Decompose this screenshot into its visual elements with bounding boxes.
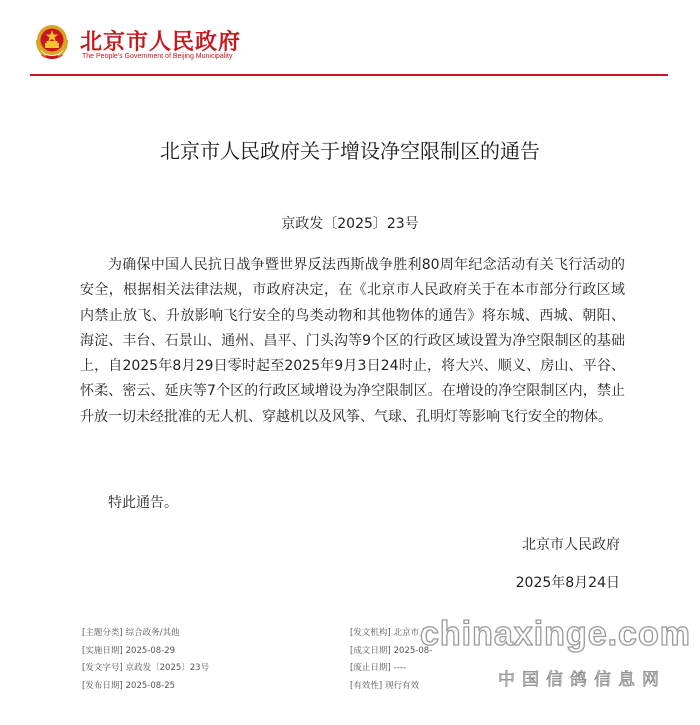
meta-key: [发文机构] (350, 628, 391, 638)
metadata-left-column (82, 625, 322, 695)
meta-topic-row (82, 625, 322, 643)
meta-value: 2025-08- (393, 645, 433, 656)
meta-issuer-row (350, 625, 650, 643)
meta-key: [发文字号] (82, 663, 123, 673)
notice-signer: 北京市人民政府 (522, 537, 620, 553)
meta-key: [发布日期] (82, 680, 123, 691)
meta-value: 北京市人 (393, 628, 428, 638)
meta-repeal-date-row (350, 660, 650, 678)
notice-title: 北京市人民政府关于增设净空限制区的通告 (160, 139, 540, 163)
meta-value: 2025-08-25 (125, 680, 176, 691)
meta-value: 综合政务/其他 (125, 628, 180, 638)
meta-doc-number-row (82, 660, 322, 678)
meta-validity-row (350, 678, 650, 696)
meta-key: [废止日期] (350, 663, 391, 673)
watermark-site-name: 中国信鸽信息网 (498, 670, 666, 690)
meta-publish-date-row (82, 678, 322, 696)
notice-body: 为确保中国人民抗日战争暨世界反法西斯战争胜利80周年纪念活动有关飞行活动的安全，根据相关法律法规，市政府决定，在《北京市人民政府关于在本市部分行政区域内禁止放飞、升放影响飞行安全的鸟类动物和其他物体的通告》将东城、西城、朝阳、海淀、丰台、石景山、通州、昌平、门头沟等9个区的行政区域设置为净空限制区的基础上，自2025年8月29日零时起至2025年9月3日24时止，将大兴、顺义、房山、平谷、怀柔、密云、延庆等7个区的行政区域增设为净空限制区。在增设的净空限制区内，禁止升放一切未经批准的无人机、穿越机以及风筝、气球、孔明灯等影响飞行安全的物体。 (80, 257, 625, 425)
site-subtitle: The People's Government of Beijing Municipality (82, 53, 233, 60)
meta-key: [有效性] (350, 680, 383, 691)
header-divider (30, 74, 668, 76)
meta-value: 现行有效 (385, 680, 420, 691)
meta-value: ---- (393, 663, 406, 673)
meta-key: [主题分类] (82, 628, 123, 638)
meta-written-date-row (350, 643, 650, 661)
notice-date: 2025年8月24日 (515, 575, 620, 591)
meta-key: [成文日期] (350, 645, 391, 656)
document-number: 京政发〔2025〕23号 (281, 216, 419, 232)
meta-value: 京政发〔2025〕23号 (125, 663, 210, 673)
site-header (0, 0, 700, 76)
metadata-right-column (350, 625, 650, 695)
watermark-domain: chinaxinge.com (420, 615, 691, 653)
notice-closing: 特此通告。 (108, 495, 178, 511)
site-title[interactable]: 北京市人民政府 (80, 30, 242, 55)
meta-value: 2025-08-29 (125, 645, 176, 656)
meta-effective-date-row (82, 643, 322, 661)
meta-key: [实施日期] (82, 645, 123, 656)
national-emblem-icon[interactable] (34, 22, 70, 62)
